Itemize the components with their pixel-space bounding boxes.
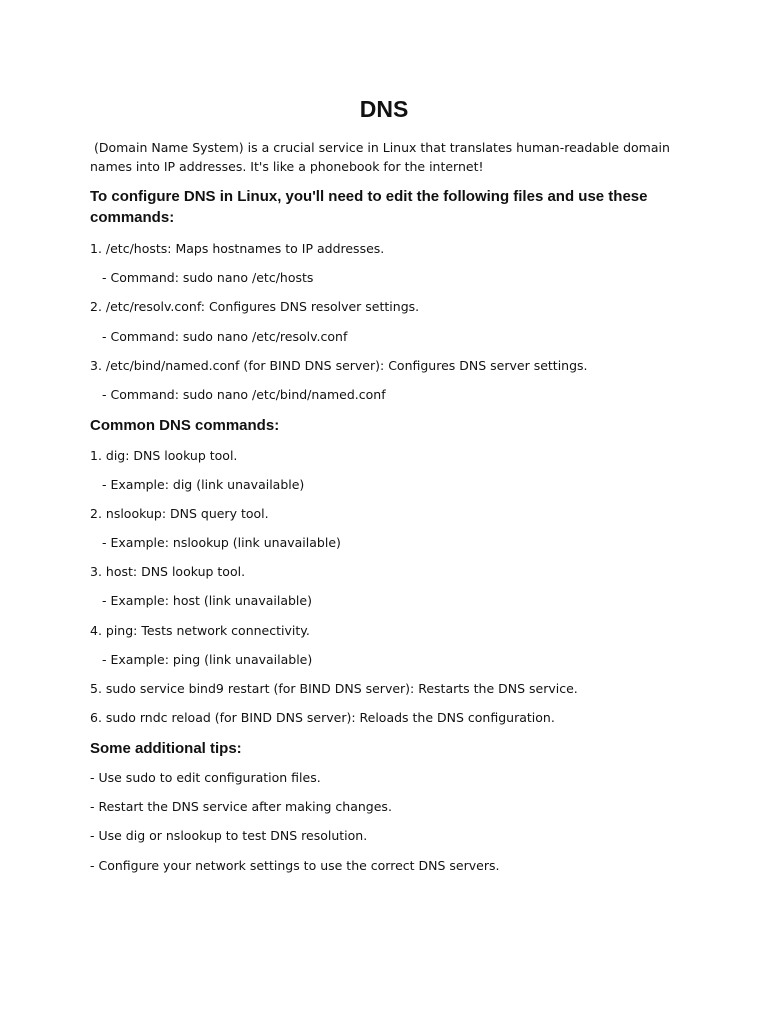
tip-item-sudo: - Use sudo to edit configuration files. (90, 770, 321, 785)
command-example-nslookup: - Example: nslookup (link unavailable) (102, 535, 341, 550)
configure-command-named: - Command: sudo nano /etc/bind/named.conf (102, 387, 386, 402)
document-title: DNS (359, 96, 409, 122)
configure-command-hosts: - Command: sudo nano /etc/hosts (102, 270, 314, 285)
command-example-dig: - Example: dig (link unavailable) (102, 477, 305, 492)
configure-item-resolv: 2. /etc/resolv.conf: Configures DNS resolver settings. (90, 299, 420, 314)
command-item-nslookup: 2. nslookup: DNS query tool. (90, 506, 269, 521)
command-example-ping: - Example: ping (link unavailable) (102, 652, 313, 667)
commands-heading: Common DNS commands: (90, 417, 280, 434)
intro-paragraph: (Domain Name System) is a crucial service in Linux that translates human-readable domain names into IP addresses. It's like a phonebook for the internet! (90, 140, 674, 174)
tip-item-restart: - Restart the DNS service after making changes. (90, 799, 392, 814)
command-item-restart: 5. sudo service bind9 restart (for BIND DNS server): Restarts the DNS service. (90, 681, 578, 696)
command-item-dig: 1. dig: DNS lookup tool. (90, 448, 238, 463)
configure-item-hosts: 1. /etc/hosts: Maps hostnames to IP addresses. (90, 241, 385, 256)
command-example-host: - Example: host (link unavailable) (102, 593, 312, 608)
configure-item-named: 3. /etc/bind/named.conf (for BIND DNS server): Configures DNS server settings. (90, 358, 588, 373)
tips-heading: Some additional tips: (90, 740, 242, 757)
tip-item-test: - Use dig or nslookup to test DNS resolution. (90, 828, 368, 843)
configure-heading: To configure DNS in Linux, you'll need to edit the following files and use these commands: (90, 188, 648, 226)
command-item-host: 3. host: DNS lookup tool. (90, 564, 246, 579)
tip-item-network: - Configure your network settings to use the correct DNS servers. (90, 858, 500, 873)
command-item-ping: 4. ping: Tests network connectivity. (90, 623, 310, 638)
command-item-reload: 6. sudo rndc reload (for BIND DNS server): Reloads the DNS configuration. (90, 710, 555, 725)
configure-command-resolv: - Command: sudo nano /etc/resolv.conf (102, 329, 348, 344)
